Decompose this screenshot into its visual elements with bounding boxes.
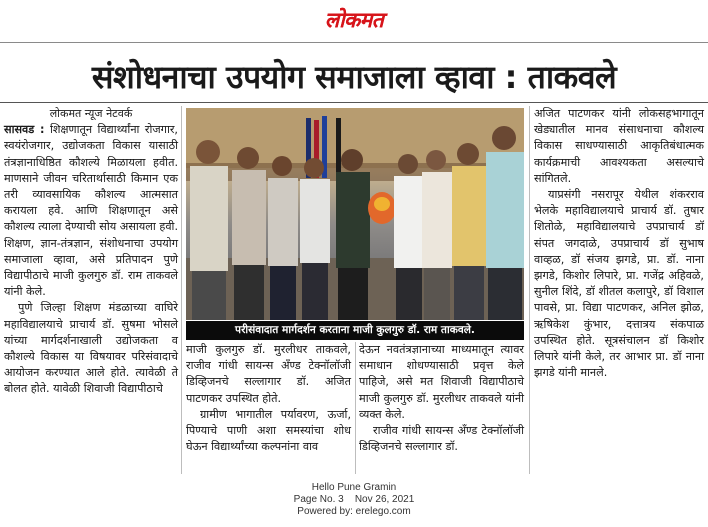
masthead <box>0 0 708 40</box>
article-photo <box>186 108 524 320</box>
paragraph: देऊन नवतंत्रज्ञानाच्या माध्यमातून त्यावर समाधान शोधण्यासाठी प्रवृत्त केले पाहिजे, असे मत शिवाजी विद्यापीठाचे माजी कुलगुरु डॉ. मुरलीधर ताकवले यांनी व्यक्त केले. <box>359 343 524 421</box>
dateline: सासवड : <box>4 123 45 137</box>
article-column-4 <box>534 106 704 381</box>
paragraph: याप्रसंगी नसरापूर येथील शंकरराव भेलके महाविद्यालयाचे प्राचार्य डॉ. तुषार शितोळे, महाविद्यालयाचे उपप्राचार्य डॉ संपत जगदाळे, उपप्राचार्य डॉ सुभाष वाव्हळ, डॉ संजय झगडे, प्रा. डॉ. नाना झगडे, किशोर लिपारे, प्रा. गजेंद्र अहिवळे, सुनील शिंदे, डॉ शीतल कलापुरे, डॉ विशाल पावसे, प्रा. विद्या पाटणकर, अनिल झोळ, ऋषिकेश कुंभार, दत्तात्रय संकपाळ उपस्थित होते. सूत्रसंचालन डॉ किशोर लिपारे यांनी केले, तर आभार प्रा. डॉ नाना झगडे यांनी मानले. <box>534 188 704 380</box>
article-headline: संशोधनाचा उपयोग समाजाला व्हावा : ताकवले <box>91 58 617 96</box>
footer-powered-by: Powered by: erelego.com <box>297 506 411 517</box>
byline: लोकमत न्यूज नेटवर्क <box>49 107 133 120</box>
masthead-rule <box>0 42 708 43</box>
footer-page-date: Page No. 3 Nov 26, 2021 <box>293 494 415 505</box>
paragraph: माजी कुलगुरु डॉ. मुरलीधर ताकवले, राजीव गांधी सायन्स अँण्ड टेक्नॉलॉजी डिव्हिजनचे सल्लागार डॉ. अजित पाटणकर उपस्थित होते. <box>186 343 351 405</box>
paragraph: राजीव गांधी सायन्स अँण्ड टेक्नॉलॉजी डिव्हिजनचे सल्लागार डॉ. <box>359 424 524 454</box>
paragraph: पुणे जिल्हा शिक्षण मंडळाच्या वाघिरे महाविद्यालयाचे प्राचार्य डॉ. सुषमा भोसले यांच्या मार्गदर्शनाखाली उद्योजकता व कौशल्ये विकास या विषयावर परिसंवादाचे आयोजन करण्यात आले होते. त्यावेळी ते बोलत होते. यावेळी शिवाजी विद्यापीठाचे <box>4 301 178 396</box>
column-divider <box>181 106 182 474</box>
column-divider <box>529 106 530 474</box>
footer-edition: Hello Pune Gramin <box>311 482 397 493</box>
paragraph <box>4 122 178 300</box>
column-divider <box>355 342 356 474</box>
article-column-3 <box>359 342 524 455</box>
photo-caption: परीसंवादात मार्गदर्शन करताना माजी कुलगुरु डॉ. राम ताकवले. <box>186 321 524 340</box>
paragraph-text: शिक्षणातून विद्यार्थ्यांना रोजगार, स्वयंरोजगार, उद्योजकता विकास यासाठी तंत्रज्ञानाधिष्ठित कौशल्ये मिळायला हवीत. माणसाने जीवन चरितार्थासाठी किमान एक तरी व्यावसायिक कौशल्य आत्मसात करायला हवे. आणि शिक्षणातून असे कौशल्य त्याला देण्याची सोय असायला हवी. शिक्षण, ज्ञान-तंत्रज्ञान, संशोधनाचा उपयोग समाजाला व्हावा, असे प्रतिपादन पुणे विद्यापीठाचे माजी कुलगुरु डॉ. राम ताकवले यांनी केले. <box>4 123 178 299</box>
headline-rule <box>0 102 708 103</box>
paragraph: ग्रामीण भागातील पर्यावरण, ऊर्जा, पिण्याचे पाणी अशा समस्यांचा शोध घेऊन विद्यार्थ्यांच्या कल्पनांना वाव <box>186 407 351 454</box>
newspaper-logo: लोकमत <box>324 8 384 32</box>
paragraph: अजित पाटणकर यांनी लोकसहभागातून खेड्यातील मानव संसाधनाचा कौशल्य विकास साधण्यासाठी आकृतिबंधात्मक कार्यक्रमाची आवश्यकता असल्याचे सांगितले. <box>534 107 704 185</box>
group-photo-illustration <box>186 108 524 320</box>
article-column-2 <box>186 342 351 455</box>
article-column-1 <box>4 106 178 398</box>
page-footer <box>0 482 708 518</box>
